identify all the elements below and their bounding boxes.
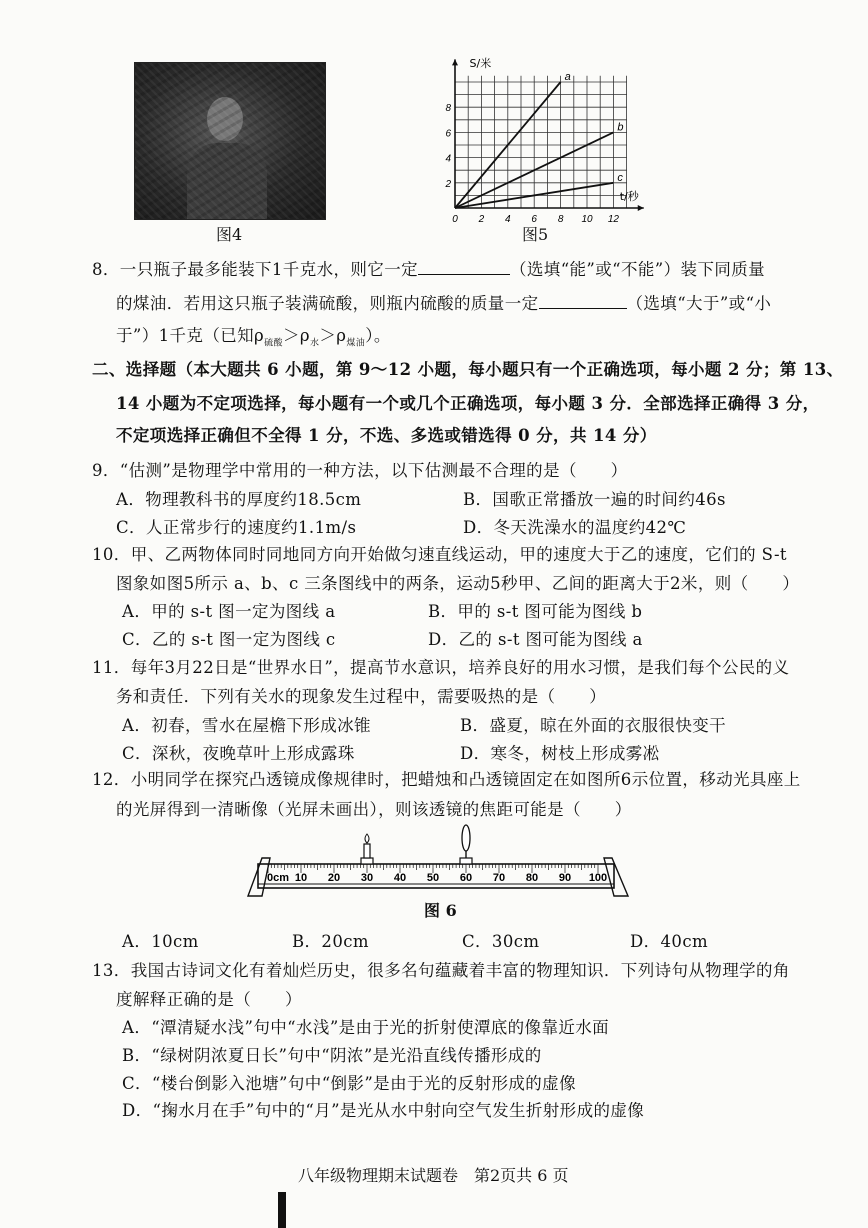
q8-line-2: [116, 290, 771, 314]
q9-option-c[interactable]: C．人正常步行的速度约1.1m/s: [116, 518, 357, 537]
q12-stem-1: 12．小明同学在探究凸透镜成像规律时，把蜡烛和凸透镜固定在如图所6示位置，移动光具座上: [92, 770, 801, 789]
q8-text-3c: ＞ρ: [319, 326, 347, 345]
q8-text-3a: 于”）1千克（已知ρ: [116, 326, 265, 345]
candle-flame: [365, 834, 369, 843]
section-2-line-3: 不定项选择正确但不全得 1 分，不选、多选或错选得 0 分，共 14 分）: [116, 426, 657, 445]
q12-option-d[interactable]: D．40cm: [630, 932, 709, 951]
figure-6-optical-bench: [240, 824, 636, 900]
q9-option-b[interactable]: B．国歌正常播放一遍的时间约46s: [463, 490, 726, 509]
x-tick-label: 0: [452, 214, 458, 224]
ruler-label: 100: [588, 872, 608, 884]
series-label-c: c: [617, 171, 623, 184]
q13-stem-1: 13．我国古诗词文化有着灿烂历史，很多名句蕴藏着丰富的物理知识．下列诗句从物理学的角: [92, 961, 790, 980]
x-tick-label: 4: [505, 214, 511, 224]
page-footer: 八年级物理期末试题卷 第2页共 6 页: [298, 1166, 569, 1185]
ruler-label: 10: [294, 872, 308, 884]
q13-option-c[interactable]: C．“楼台倒影入池塘”句中“倒影”是由于光的反射形成的虚像: [122, 1074, 576, 1093]
section-2-line-2: 14 小题为不定项选择，每小题有一个或几个正确选项，每小题 3 分．全部选择正确得 3 分，: [116, 394, 820, 413]
ruler-label: 80: [525, 872, 539, 884]
x-tick-label: 10: [581, 214, 593, 224]
q11-option-b[interactable]: B．盛夏，晾在外面的衣服很快变干: [460, 716, 727, 735]
x-axis-label: t/秒: [619, 190, 639, 203]
q10-option-a[interactable]: A．甲的 s-t 图一定为图线 a: [122, 602, 336, 621]
series-label-b: b: [617, 121, 624, 134]
ruler-label: 50: [426, 872, 440, 884]
q8-text-2a: 的煤油．若用这只瓶子装满硫酸，则瓶内硫酸的质量一定: [116, 294, 539, 313]
section-2-line-1: 二、选择题（本大题共 6 小题，第 9～12 小题，每小题只有一个正确选项，每小题 2 分；第 13、: [92, 360, 844, 379]
q9-option-d[interactable]: D．冬天洗澡水的温度约42℃: [463, 518, 687, 537]
y-axis-arrow: [452, 59, 458, 65]
ruler-label: 0cm: [266, 872, 290, 884]
q12-option-b[interactable]: B．20cm: [292, 932, 369, 951]
figure-4-caption: 图4: [216, 225, 243, 244]
q12-stem-2: 的光屏得到一清晰像（光屏未画出），则该透镜的焦距可能是（ ）: [116, 800, 632, 819]
q11-option-d[interactable]: D．寒冬，树枝上形成雾凇: [460, 744, 660, 763]
q10-option-b[interactable]: B．甲的 s-t 图可能为图线 b: [428, 602, 643, 621]
q8-line-3: [116, 322, 391, 348]
q10-stem-2: 图象如图5所示 a、b、c 三条图线中的两条，运动5秒甲、乙间的距离大于2米，则（ ）: [116, 574, 800, 593]
figure-4-photo: [134, 62, 326, 220]
candle-body: [364, 844, 370, 858]
binding-mark: [278, 1192, 286, 1228]
figure-5-st-chart: [440, 44, 666, 224]
lens-holder: [460, 858, 472, 864]
rho-kerosene-sub: 煤油: [346, 338, 366, 349]
y-tick-label: 6: [445, 128, 451, 140]
y-tick-label: 4: [445, 153, 451, 165]
q8-blank-2[interactable]: [539, 292, 627, 309]
q9-stem: 9．“估测”是物理学中常用的一种方法，以下估测最不合理的是（ ）: [92, 461, 628, 480]
convex-lens: [462, 825, 470, 851]
photo-texture: [135, 63, 325, 219]
series-label-a: a: [564, 71, 571, 83]
q13-option-a[interactable]: A．“潭清疑水浅”句中“水浅”是由于光的折射使潭底的像靠近水面: [122, 1018, 610, 1037]
ruler-label: 20: [327, 872, 341, 884]
ruler-label: 40: [393, 872, 407, 884]
q8-text-3d: ）。: [365, 326, 391, 345]
y-tick-label: 8: [445, 103, 451, 115]
q12-option-a[interactable]: A．10cm: [122, 932, 199, 951]
q10-stem-1: 10．甲、乙两物体同时同地同方向开始做匀速直线运动，甲的速度大于乙的速度，它们的 S-t: [92, 545, 787, 564]
x-tick-label: 8: [557, 214, 564, 224]
q13-stem-2: 度解释正确的是（ ）: [116, 990, 302, 1009]
figure-6-caption: 图 6: [424, 901, 457, 920]
q13-option-b[interactable]: B．“绿树阴浓夏日长”句中“阴浓”是光沿直线传播形成的: [122, 1046, 542, 1065]
q10-option-d[interactable]: D．乙的 s-t 图可能为图线 a: [428, 630, 643, 649]
x-axis-arrow: [638, 205, 644, 211]
q11-stem-2: 务和责任．下列有关水的现象发生过程中，需要吸热的是（ ）: [116, 687, 607, 706]
q10-option-c[interactable]: C．乙的 s-t 图一定为图线 c: [122, 630, 336, 649]
q12-option-c[interactable]: C．30cm: [462, 932, 540, 951]
rho-water-sub: 水: [309, 338, 320, 349]
chart-grid: [455, 76, 627, 208]
q8-text-1a: 8．一只瓶子最多能装下1千克水，则它一定: [92, 260, 418, 279]
ruler-label: 70: [492, 872, 506, 884]
q11-stem-1: 11．每年3月22日是“世界水日”，提高节水意识，培养良好的用水习惯，是我们每个公民的义: [92, 658, 790, 677]
q8-text-3b: ＞ρ: [282, 326, 310, 345]
q8-line-1: [92, 256, 765, 280]
q13-option-d[interactable]: D．“掬水月在手”句中的“月”是光从水中射向空气发生折射形成的虚像: [122, 1101, 645, 1120]
ruler-label: 90: [558, 872, 572, 884]
q8-text-2b: （选填“大于”或“小: [626, 294, 772, 313]
x-tick-label: 12: [607, 214, 619, 224]
q11-option-c[interactable]: C．深秋，夜晚草叶上形成露珠: [122, 744, 355, 763]
ruler-label: 60: [459, 872, 473, 884]
q11-option-a[interactable]: A．初春，雪水在屋檐下形成冰锥: [122, 716, 371, 735]
y-tick-label: 2: [445, 178, 451, 190]
figure-5-caption: 图5: [522, 225, 549, 244]
q9-option-a[interactable]: A．物理教科书的厚度约18.5cm: [116, 490, 362, 509]
q8-text-1b: （选填“能”或“不能”）装下同质量: [510, 260, 766, 279]
x-tick-label: 6: [531, 214, 537, 224]
x-tick-label: 2: [478, 214, 485, 224]
y-axis-label: S/米: [469, 56, 492, 70]
ruler-label: 30: [360, 872, 374, 884]
q8-blank-1[interactable]: [418, 258, 510, 275]
candle-holder: [361, 858, 373, 864]
rho-sulfuric-sub: 硫酸: [264, 338, 283, 349]
